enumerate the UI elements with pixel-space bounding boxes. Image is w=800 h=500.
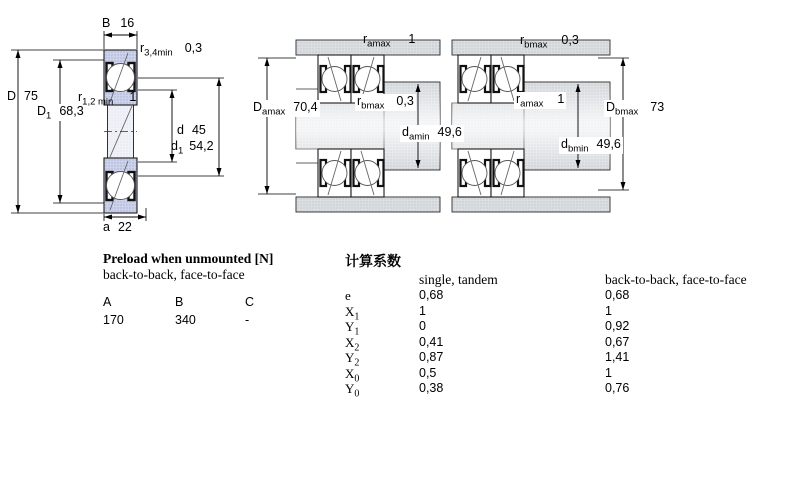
- dim-rbmax-label-a: $r_{bmax}$ 0,3: [357, 94, 414, 112]
- preload-table: [103, 251, 333, 335]
- dim-D-label: D 75: [7, 89, 38, 103]
- dim-Dbmax-label: $D_{bmax}$ 73: [606, 100, 665, 118]
- factors-row: $Y_1$ 0 0,92: [345, 319, 630, 338]
- dim-r12-label: $r_{1,2 min}$ 1: [78, 90, 137, 108]
- dim-D1-label: $D_1$ 68,3: [37, 104, 84, 122]
- dim-damin-label: $d_{amin}$ 49,6: [402, 125, 462, 143]
- factors-col1-header: single, tandem: [419, 272, 498, 287]
- factors-col2-header: back-to-back, face-to-face: [605, 272, 747, 287]
- factors-row: $X_1$ 1 1: [345, 303, 612, 323]
- dim-ramax-label-b: $r_{amax}$ 1: [516, 92, 565, 110]
- dim-rbmax-label-b: $r_{bmax}$ 0,3: [520, 33, 579, 51]
- dim-d-label: d 45: [177, 123, 206, 137]
- preload-col-A: A: [103, 295, 112, 309]
- dim-ramax-label-a: $r_{amax}$ 1: [363, 32, 416, 50]
- factors-row: $Y_0$ 0,38 0,76: [345, 381, 630, 400]
- factors-row: $Y_2$ 0,87 1,41: [345, 350, 630, 369]
- preload-col-C: C: [245, 295, 255, 309]
- factors-row: $X_0$ 0,5 1: [345, 365, 612, 385]
- preload-col-B: B: [175, 295, 184, 309]
- dim-r34-label: $r_{3,4min}$ 0,3: [140, 41, 203, 59]
- preload-subtitle: back-to-back, face-to-face: [103, 267, 245, 282]
- dim-d1-label: $d_1$ 54,2: [171, 139, 214, 157]
- dim-a-label: a 22: [103, 220, 132, 234]
- dim-dbmin-label: $d_{bmin}$ 49,6: [561, 137, 621, 155]
- dim-Damax-label: $D_{amax}$ 70,4: [253, 100, 318, 118]
- preload-title: Preload when unmounted [N]: [103, 251, 274, 266]
- factors-title: 计算系数: [345, 255, 401, 270]
- preload-value-C: -: [245, 313, 250, 327]
- arrangement-b-diagram: [452, 40, 629, 212]
- preload-value-B: 340: [175, 313, 196, 327]
- factors-row: e 0,68 0,68: [345, 288, 630, 303]
- factors-row: $X_2$ 0,41 0,67: [345, 334, 630, 354]
- preload-value-A: 170: [103, 313, 124, 327]
- dim-B-label: B 16: [102, 16, 135, 30]
- calculation-factors-table: [345, 251, 765, 401]
